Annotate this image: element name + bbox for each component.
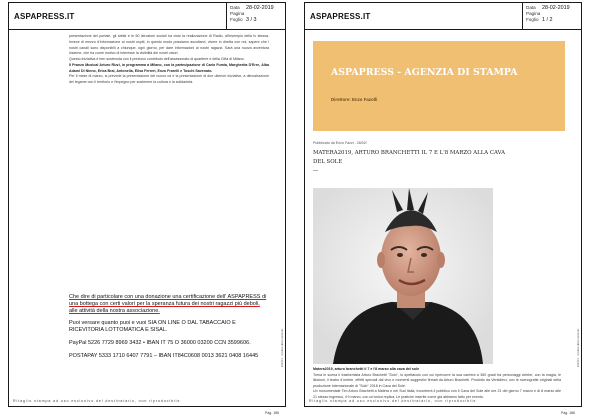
- left-body-text: [69, 34, 269, 86]
- article-caption: [313, 367, 561, 401]
- right-page-header: [305, 3, 581, 30]
- caption-paragraph-2: Torna in scena il trasformista Arturo Brachetti "Solo", lo spettacolo con cui ripercorre la sua carriera a 360 gradi tra personaggi celebri, con la magia, le illusioni, il teatro d'ombre, effetti speciali dal vivo e momenti suggestivi firmati da Arturo Brachetti. Prodotto da Ventidieci, con le scenografie originali della produzione internazionale di "Solo" 2018 in Cava del Sole.: [313, 372, 561, 388]
- postapay-line: POSTAPAY 5333 1710 6407 7791 – IBAN IT84C0608 0013 3621 0408 16445: [69, 352, 259, 359]
- right-meta-box: [523, 3, 581, 29]
- left-side-note-number: 103371: [280, 358, 284, 368]
- left-page-label: Pagina: [230, 11, 245, 17]
- left-body-paragraph-4: Per il mese di marzo, si prevede la presentazione del nuovo cd e la presentazione di due ulteriori iniziative, a dimostrazione del legame con il territorio e l'impegno per sostenere la cultura e la solidarietà.: [69, 74, 269, 84]
- left-page-number: Pag. 185: [264, 411, 279, 415]
- right-side-note-code: Codice abbonamento:: [576, 328, 580, 356]
- right-page-label: Pagina: [526, 11, 541, 17]
- agency-banner: [313, 41, 565, 131]
- left-meta-box: [227, 3, 285, 29]
- left-brand-logo: ASPAPRESS.IT: [9, 3, 227, 29]
- left-body-paragraph-2: Questo iniziativa è ben sostenuta con il prezioso contributo dell'assessorato di quartiere e della Città di Milano.: [69, 57, 245, 61]
- right-footer-strip: Ritaglio stampa ad uso esclusivo del destinatario, non riproducibile.: [309, 399, 479, 403]
- right-side-note-number: 103371: [576, 358, 580, 368]
- left-page: [8, 2, 286, 415]
- paypal-line: PayPal 5226 7729 8969 3432 • IBAN IT 75 O 36000 03200 CCN 3599606.: [69, 339, 251, 346]
- left-sheet-label: Foglio: [230, 17, 243, 23]
- portrait-photo: [313, 188, 493, 364]
- right-page: [304, 2, 582, 415]
- article-title: MATERA2019, ARTURO BRANCHETTI IL 7 E L'8 MARZO ALLA CAVA DEL SOLE: [313, 150, 506, 165]
- donation-appeal: [69, 294, 269, 366]
- left-sheet-value: 3 / 3: [246, 17, 257, 24]
- portrait-illustration: [313, 188, 493, 364]
- caption-paragraph-1: Matera2019, arturo branchetti il 7 e l'8 marzo alla cava del sole: [313, 367, 420, 371]
- publication-line: Pubblicato da Enzo Fazzi - 28/02/: [313, 141, 367, 145]
- left-date-value: 28-02-2019: [246, 5, 274, 11]
- right-date-value: 28-02-2019: [542, 5, 570, 11]
- right-page-number: Pag. 186: [560, 411, 575, 415]
- donation-line: Puoi versare quanto puoi e vuoi SIA ON LINE O DAL TABACCAIO E RICEVITORIA LOTTOMATICA E SISAL.: [69, 320, 236, 334]
- left-page-header: [9, 3, 285, 30]
- right-sheet-value: 1 / 2: [542, 17, 553, 24]
- right-brand-logo: ASPAPRESS.IT: [305, 3, 523, 29]
- left-side-note-code: Codice abbonamento:: [280, 328, 284, 356]
- agency-banner-title: ASPAPRESS - AGENZIA DI STAMPA: [331, 67, 518, 78]
- right-date-label: Data: [526, 5, 536, 10]
- article-dash: —: [313, 168, 318, 174]
- left-date-label: Data: [230, 5, 240, 10]
- appeal-red-text: Che dire di particolare con una donazione una certificazione dell' ASPAPRESS di una bottega con certi valori per la speranza futura dei nostri ragazzi più deboli, alle attività della nostra associazione.: [69, 294, 267, 314]
- left-footer-strip: Ritaglio stampa ad uso esclusivo del destinatario, non riproducibile.: [13, 399, 183, 403]
- right-sheet-label: Foglio: [526, 17, 539, 23]
- left-body-paragraph-1: presentazione del portale, gli artisti e le 60 istruzioni sociali ha visto la realizzazione di Radio, all'esempio della tv stessa, Invece di mezzo d'informazione ai nostri ospiti, in questo modo possiamo ascoltarvi, vivere in diretta con noi, sapere che i nostri canali sono disponibili a chiunque, ogni giorno, per dare informazioni ai nostri ragazzi. Sarà una nuova avventura insieme, che ha come motivo di interesse la visibilità dei nostri valori.: [69, 34, 269, 56]
- caption-paragraph-3: Un monumentale Tim Arturo Brachetti a Matera e nel Sud Italia, incontrerà il pubblico con il Cava del Sole alle ore 21 del giorno 7 marzo e di 8 marzo alle 21 stesso ingresso, il 9 marzo, con un'unica replica. Le pratiche inserite come già abbiamo fatto per evento.: [313, 389, 561, 399]
- agency-banner-director: Direttore: Enzo Fazolli: [331, 97, 378, 102]
- left-body-paragraph-3: Il Pranzo Musical Arturo Rizzi, in programma a Milano, con la partecipazione di Carlo Fumia, Margherita D'Erre, Alba Adami Di Ninno, Erica Brai, Antonella, Elisa Ferreri, Enzo Frarelli e Toschi Savenato.: [69, 62, 269, 73]
